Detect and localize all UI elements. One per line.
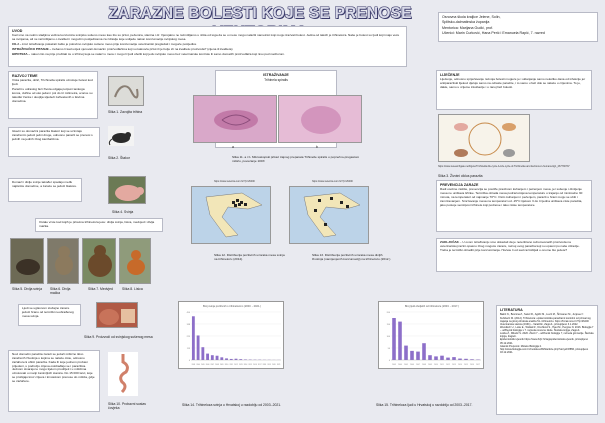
- x-tick-label: 2012: [234, 365, 238, 366]
- caption-slika6: Slika 6. Divlja mačka: [50, 287, 71, 296]
- caption-slika5: Slika 5. Divlja svinja: [12, 287, 42, 291]
- x-tick-label: 2008: [422, 365, 426, 366]
- razvoj-p2: Parazit u odraslog fazi života odgaja potpuni tankoga konca, dužine od oko jedan i pol do tri milimetra, a larve su također ženke i okuplja sljedeći zahvaćenih u tkivima domaćina.: [12, 87, 93, 103]
- bar: [211, 355, 214, 360]
- lijecenje-heading: LIJEČENJE: [440, 73, 460, 77]
- chart-title: Broj svinja pozitivnih s trihinelozom (2003. - 2021.): [203, 305, 261, 308]
- bar: [422, 343, 426, 360]
- micro-b-drawing: [279, 96, 362, 143]
- istrazivanje-sub: Trihinela spiralis: [264, 78, 288, 83]
- bar: [428, 355, 432, 360]
- bar: [216, 356, 219, 360]
- caption-slika1: Slika 1. Zavojita trihina: [108, 110, 143, 114]
- x-tick-label: 2016: [253, 365, 257, 366]
- x-tick-label: 2005: [201, 365, 205, 366]
- razvoj-p5-box: [35, 218, 163, 232]
- prevencija-heading: PREVENCIJA ZARAZE: [440, 183, 479, 187]
- bar: [192, 316, 195, 360]
- x-tick-label: 2013: [238, 365, 243, 366]
- trichina-image: [108, 76, 144, 106]
- poster-title: ZARAZNE BOLESTI KOJE SE PRENOSE: [108, 5, 412, 22]
- authors-line2: Splitsko-dalmatinska županija: [442, 20, 490, 25]
- life-cycle-url: https://www.researchgate.net/figure/Trichinella-life-cycle-A-Life-cycle-of-Trichinella-var-infections-in-humans-fig1_267739737: [438, 165, 570, 168]
- cilj-text: kroz istraživanje pokazati zašto je potrebno svinjsko sušeno meso prije konzumacije veterinarski pregledati i moguće posljedice: [22, 42, 197, 47]
- life-cycle-image: [438, 114, 530, 162]
- chart14-box: [178, 301, 284, 369]
- authors-line3: Mentorica: Marijana Gudić, prof.: [442, 25, 494, 30]
- bar: [410, 351, 414, 360]
- meat-products-image: [96, 302, 138, 328]
- bear-drawing: [83, 239, 116, 284]
- y-tick-label: 150: [386, 323, 390, 326]
- wild-boar-image: [10, 238, 44, 284]
- bar: [201, 347, 204, 360]
- intro-box: [8, 26, 407, 67]
- x-tick-label: 2003: [191, 365, 196, 366]
- x-tick-label: 2014: [458, 365, 462, 366]
- x-tick-label: 2011: [440, 365, 444, 366]
- y-tick-label: 0: [388, 359, 390, 362]
- rat-image: [108, 126, 134, 146]
- uvod-text: Kad smo na nekim sladjima večina konzumira svinjsko sušeno meso kao što su pršut, pečenica, slanina i dr. Vjerojatno ne razmišljamo u ništa od toga da se u mesu mogu nalaziti nametnici koji mogu izazvati bolest. Jedna od takvih je trihineloza. Naše je bolest su ljudi koji imaju veze sa svinjama, ali ne razmišljamo o kvaliteti i mogućim posljedicama za zdravlje koje uslijede nakon konzumacije svinjskog mesa.: [12, 33, 400, 42]
- lijecenje-box: [436, 70, 592, 110]
- pig-image: [108, 176, 146, 204]
- digestive-system-image: [108, 352, 138, 396]
- chart15-box: [378, 301, 484, 369]
- caption-slika10: Slika 10. Probavni sustav čovjeka: [108, 402, 147, 411]
- zakljucak-heading: ZAKLJUČAK: [440, 240, 459, 244]
- label-b: b: [316, 145, 318, 149]
- x-tick-label: 2019: [267, 365, 271, 366]
- x-tick-label: 2007: [210, 365, 215, 366]
- bar: [464, 359, 468, 360]
- caption-slika4: Slika 4. Svinja: [112, 210, 134, 214]
- micro-a-drawing: [194, 96, 277, 143]
- bar: [206, 354, 209, 360]
- map13-drawing: [290, 187, 369, 244]
- caption-slika14: Slika 14. Trihineloza svinja u Hrvatskoj u razdoblju od 2003.-2021.: [182, 403, 282, 407]
- bar: [446, 358, 450, 360]
- razvoj-p3: Glavni su domaćini parazita štakori koji se uzimtaju zaraženim jedući jedni druge, odnosno parazit se prenosi s jednih na jednih zbog kanibalizma.: [12, 129, 93, 141]
- caption-slika2: Slika 2. Štakor: [108, 156, 130, 160]
- wild-boar-drawing: [11, 239, 44, 284]
- hipoteza-paragraph: [12, 53, 403, 57]
- map12-drawing: [192, 187, 271, 244]
- wild-cat-drawing: [48, 239, 79, 284]
- y-tick-label: 338: [186, 323, 190, 326]
- bar: [225, 358, 228, 360]
- caption-slika8: Slika 8. Lisica: [122, 287, 143, 291]
- map12-image: [191, 186, 271, 244]
- x-tick-label: 2006: [205, 365, 210, 366]
- caption-slika15: Slika 15. Trihineloza ljudi u Hrvatskoj u razdoblju od 2003.-2017.: [376, 403, 473, 407]
- x-tick-label: 2008: [215, 365, 219, 366]
- label-a: a: [232, 145, 234, 149]
- literatura-box: [496, 305, 598, 415]
- x-tick-label: 2020: [272, 365, 276, 366]
- y-tick-label: 200: [386, 311, 390, 314]
- istrazivanje-heading: ISTRAŽIVANJE: [263, 73, 289, 77]
- chart14: [179, 302, 284, 369]
- caption-slika3: Slika 3. Životni ciklus parazita: [438, 174, 483, 178]
- literatura-text: Bakić N., Bosnina Z., Sekol R., Agičić M., Luvić M., Širmanec M., Jurjevec ľ. Kubičerić M. (2012). Trihineloza: epidemiološko-parazitarni kontrolni od primarnog trajanja na jdnoj obroksta analiza 51-i trihinelozu. https://hrcak.srce.hr/?p=26400 Veterinarska stanica (1991) – Varaždin, Zagreb., pristupljeno 3.1.2022. Wendisch U., Lotte E., Wolkal R., Drežkovii S., Haut M., Pergine N. 2016. Biologija 7 – udžbenik biologije s 7. razreda osnovne škole. Školska knjiga, Zagreb. Lukša Ž., Mikulić S. 2020. Živott 7 – udžbenik biologije 7, razreda gimnazije. Školska knjiga, Zagreb. Epidemiološki vjesnik https://www.hzjz.hr/tag/epidemioloski-vjesnik, pristupljeno 05.12.2021. Glasnik Preporod. Moleku Biologija 2. http://www.biologija.com.hr/modules/AMS/article.php?storyid=8856, pristupljeno 03.12.2021.: [500, 313, 594, 354]
- bar: [452, 357, 456, 360]
- bar: [434, 356, 438, 360]
- chart15: [379, 302, 484, 369]
- lijecenje-text: Liječenje, odnosno sprječavanje razvoja bolesti moguće je i uklanjanje samo nekoliko dana od infekcije jer antiparazitski lijekovi djeluju samo na odrasle parazite, i to samo u fazi dok se nalaze u crijevima. To je, dakle, samo u vrijeme inkubacije i u ranoj fazi bolesti.: [440, 77, 586, 90]
- x-tick-label: 2015: [464, 365, 468, 366]
- x-tick-label: 2006: [410, 365, 414, 366]
- razvoj-p4-box: [8, 178, 82, 202]
- authors-line4: Učenici: Marin Curković, Hana Perić i Emanuela Rapić, 7. razred: [442, 31, 545, 36]
- razvoj-box: [8, 71, 98, 119]
- prevencija-text: Radi osobne zaštite, prevencija se postiže pravilnom kuhanjem i pečenjem mesa, jer sušenje i dimljenje mesa ne uništava ličinke. Termička obrada mesa podrazumijeva temperaturu u trajanju od minimalno 30 minuta, na temperaturi od najmanje 70°C. Osim kuhanjem i pečenjem, parazit u hrani mogu se ubiti i zamrzavanjem. Smrzavanje mesa na temperaturi od -15°C tijekom 3 do 4 tjedna uništava ciste parazita, jako postoje serotipovi trihinele koji podnose i tako niske temperature.: [440, 187, 583, 207]
- bar: [416, 352, 420, 360]
- y-tick-label: 225: [186, 335, 190, 338]
- razvoj-p9: Ljudi se uglavnom slučajno zaraze jedući hranu od termički neobrađenog mesa svinja.: [22, 306, 74, 318]
- chart-title: Broj ljudi oboljelih od trihineloze (2003. - 2017.): [404, 305, 460, 308]
- fox-drawing: [120, 239, 151, 284]
- trichina-drawing: [109, 77, 144, 106]
- life-cycle-drawing: [439, 115, 530, 162]
- x-tick-label: 2013: [452, 365, 456, 366]
- y-tick-label: 113: [186, 347, 190, 350]
- map13-url: https://www.veterina.com.hr/?p=26400: [312, 180, 353, 183]
- prevencija-box: [436, 180, 592, 232]
- map12-url: https://www.veterina.com.hr/?p=26400: [214, 180, 255, 183]
- bar: [458, 359, 462, 360]
- uvod-heading: UVOD: [12, 29, 23, 33]
- cilj-label: CILJ –: [12, 42, 22, 47]
- zakljucak-paragraph: [440, 241, 588, 253]
- wild-cat-image: [47, 238, 79, 284]
- x-tick-label: 2004: [398, 365, 402, 366]
- razvoj-p9-box: [18, 304, 81, 326]
- authors-box: [438, 12, 598, 42]
- razvoj-p4: Domaći i divlje svinje također spadaju među najčešće domaćine, a zaraze se jedući štakore.: [12, 180, 78, 188]
- micro-image-b: [278, 95, 362, 143]
- caption-slika9: Slika 9. Proizvodi od svinjskog sušenog mesa: [84, 335, 153, 339]
- bar: [220, 357, 223, 360]
- pitanje-text: trebamo li kad uvijek vjerovati domaćim proizvođačima koji su kakvoća pršut ili je bolje ići na kvalitetu proizvoda? (cijena ili kvaliteta): [52, 47, 233, 52]
- pitanje-label: ISTRAŽIVAČKO PITANJE –: [12, 47, 52, 52]
- y-tick-label: 450: [186, 311, 190, 314]
- bar: [197, 335, 200, 360]
- micro-image-a: [193, 95, 277, 143]
- x-tick-label: 2017: [257, 365, 262, 366]
- x-tick-label: 2011: [229, 365, 233, 366]
- bear-image: [82, 238, 116, 284]
- razvoj-p5: Ostale vrste kod kojih je prisutna trihineloza jesu: divlja svinja, lisica, medvjed i divlja mačka.: [39, 220, 155, 228]
- pig-drawing: [109, 177, 146, 204]
- zakljucak-text: – U ovom istraživanju smo dokazali da je neteritirano suhomesnatih proizvoda na veterinarskoj razini opasno zbog moguće zaraze, razvoj ovog parazita koji su opasni po naše zdravlje. Treba je termički obraditi prije konzumiranja. Hoćete li od sad razmišljati o onome što jedete?: [440, 240, 580, 252]
- bar: [230, 359, 233, 360]
- rat-drawing: [108, 126, 134, 146]
- x-tick-label: 2010: [224, 365, 229, 366]
- x-tick-label: 2005: [404, 365, 408, 366]
- x-tick-label: 2016: [470, 365, 474, 366]
- razvoj-p3-box: [8, 127, 100, 157]
- y-tick-label: 50: [387, 347, 390, 350]
- caption-slika13: Slika 13. Distribucija pozitivnih uzoraka mesa divljih životinja (namijenjenih konzumaciji) na trihinelozu (2012.): [312, 253, 391, 261]
- y-tick-label: 0: [188, 359, 190, 362]
- digestive-system-drawing: [108, 352, 138, 396]
- hipoteza-label: HIPOTEZA –: [12, 51, 31, 56]
- x-tick-label: 2007: [416, 365, 420, 366]
- x-tick-label: 2010: [434, 365, 438, 366]
- razvoj-p10-box: [8, 350, 100, 412]
- bar: [398, 322, 402, 360]
- x-tick-label: 2009: [428, 365, 432, 366]
- x-tick-label: 2018: [262, 365, 267, 366]
- caption-slika12: Slika 12. Distribucija pozitivnih uzoraka mesa svinja na trihinelozu (2012).: [214, 253, 285, 261]
- meat-products-drawing: [97, 303, 138, 328]
- caption-slika7: Slika 7. Medvjed: [88, 287, 113, 291]
- literatura-heading: LITERATURA: [500, 308, 523, 312]
- bar: [440, 356, 444, 360]
- zakljucak-box: [436, 238, 592, 272]
- caption-slika11: Slika 11. a i b. Mikroskopski prikaz trajnog preparata Trihinelle spiralis u poprečno-prugastom mišiću, povećanje 100X: [232, 155, 360, 163]
- authors-line1: Osnovna škola kraljice Jelene, Solin,: [442, 15, 501, 19]
- fox-image: [119, 238, 151, 284]
- x-tick-label: 2014: [243, 365, 248, 366]
- x-tick-label: 2009: [220, 365, 224, 366]
- y-tick-label: 100: [386, 335, 390, 338]
- x-tick-label: 2004: [196, 365, 200, 366]
- x-tick-label: 2012: [446, 365, 450, 366]
- x-tick-label: 2015: [248, 365, 252, 366]
- x-tick-label: 2021: [276, 365, 281, 366]
- bar: [235, 359, 238, 360]
- x-tick-label: 2017: [476, 365, 480, 366]
- bar: [404, 346, 408, 360]
- hipoteza-text: nakon što na prije pročitati će u trihinoj koja se nalazi u mesu i mogu li ljudi oboliti koji jedu svinjsko meso bez veterinarske kontrole ili samo domaćih proizvođača koji nisu pod nadzorom.: [30, 51, 285, 56]
- razvoj-heading: RAZVOJ TEME: [12, 74, 38, 78]
- map13-image: [289, 186, 369, 244]
- razvoj-p10: Novi domaćin parazita zarazi se jedući mišićno tkivo zaraženih životinja u kojima se nalaze ciste, odnosno začahureni oblici parazita. Kada ih koje jednom probavi prijedeni, u području crijeva oslobađaju se i parazitica. Jednom stvaraju te mogu tijelom prodrijeti i u mišićima uzrokovati u manji zanimljivih stanica. Do 15 000 larvi, koje se probijaju kroz crijeva i krvotokom prenose do mišića, gdje se začahure.: [12, 352, 95, 384]
- razvoj-p1: Vrsta parazita, oblić, Trichinella spiralis uzrokuje bolest kod ljudi.: [12, 78, 93, 87]
- bar: [392, 318, 396, 360]
- x-tick-label: 2003: [392, 365, 396, 366]
